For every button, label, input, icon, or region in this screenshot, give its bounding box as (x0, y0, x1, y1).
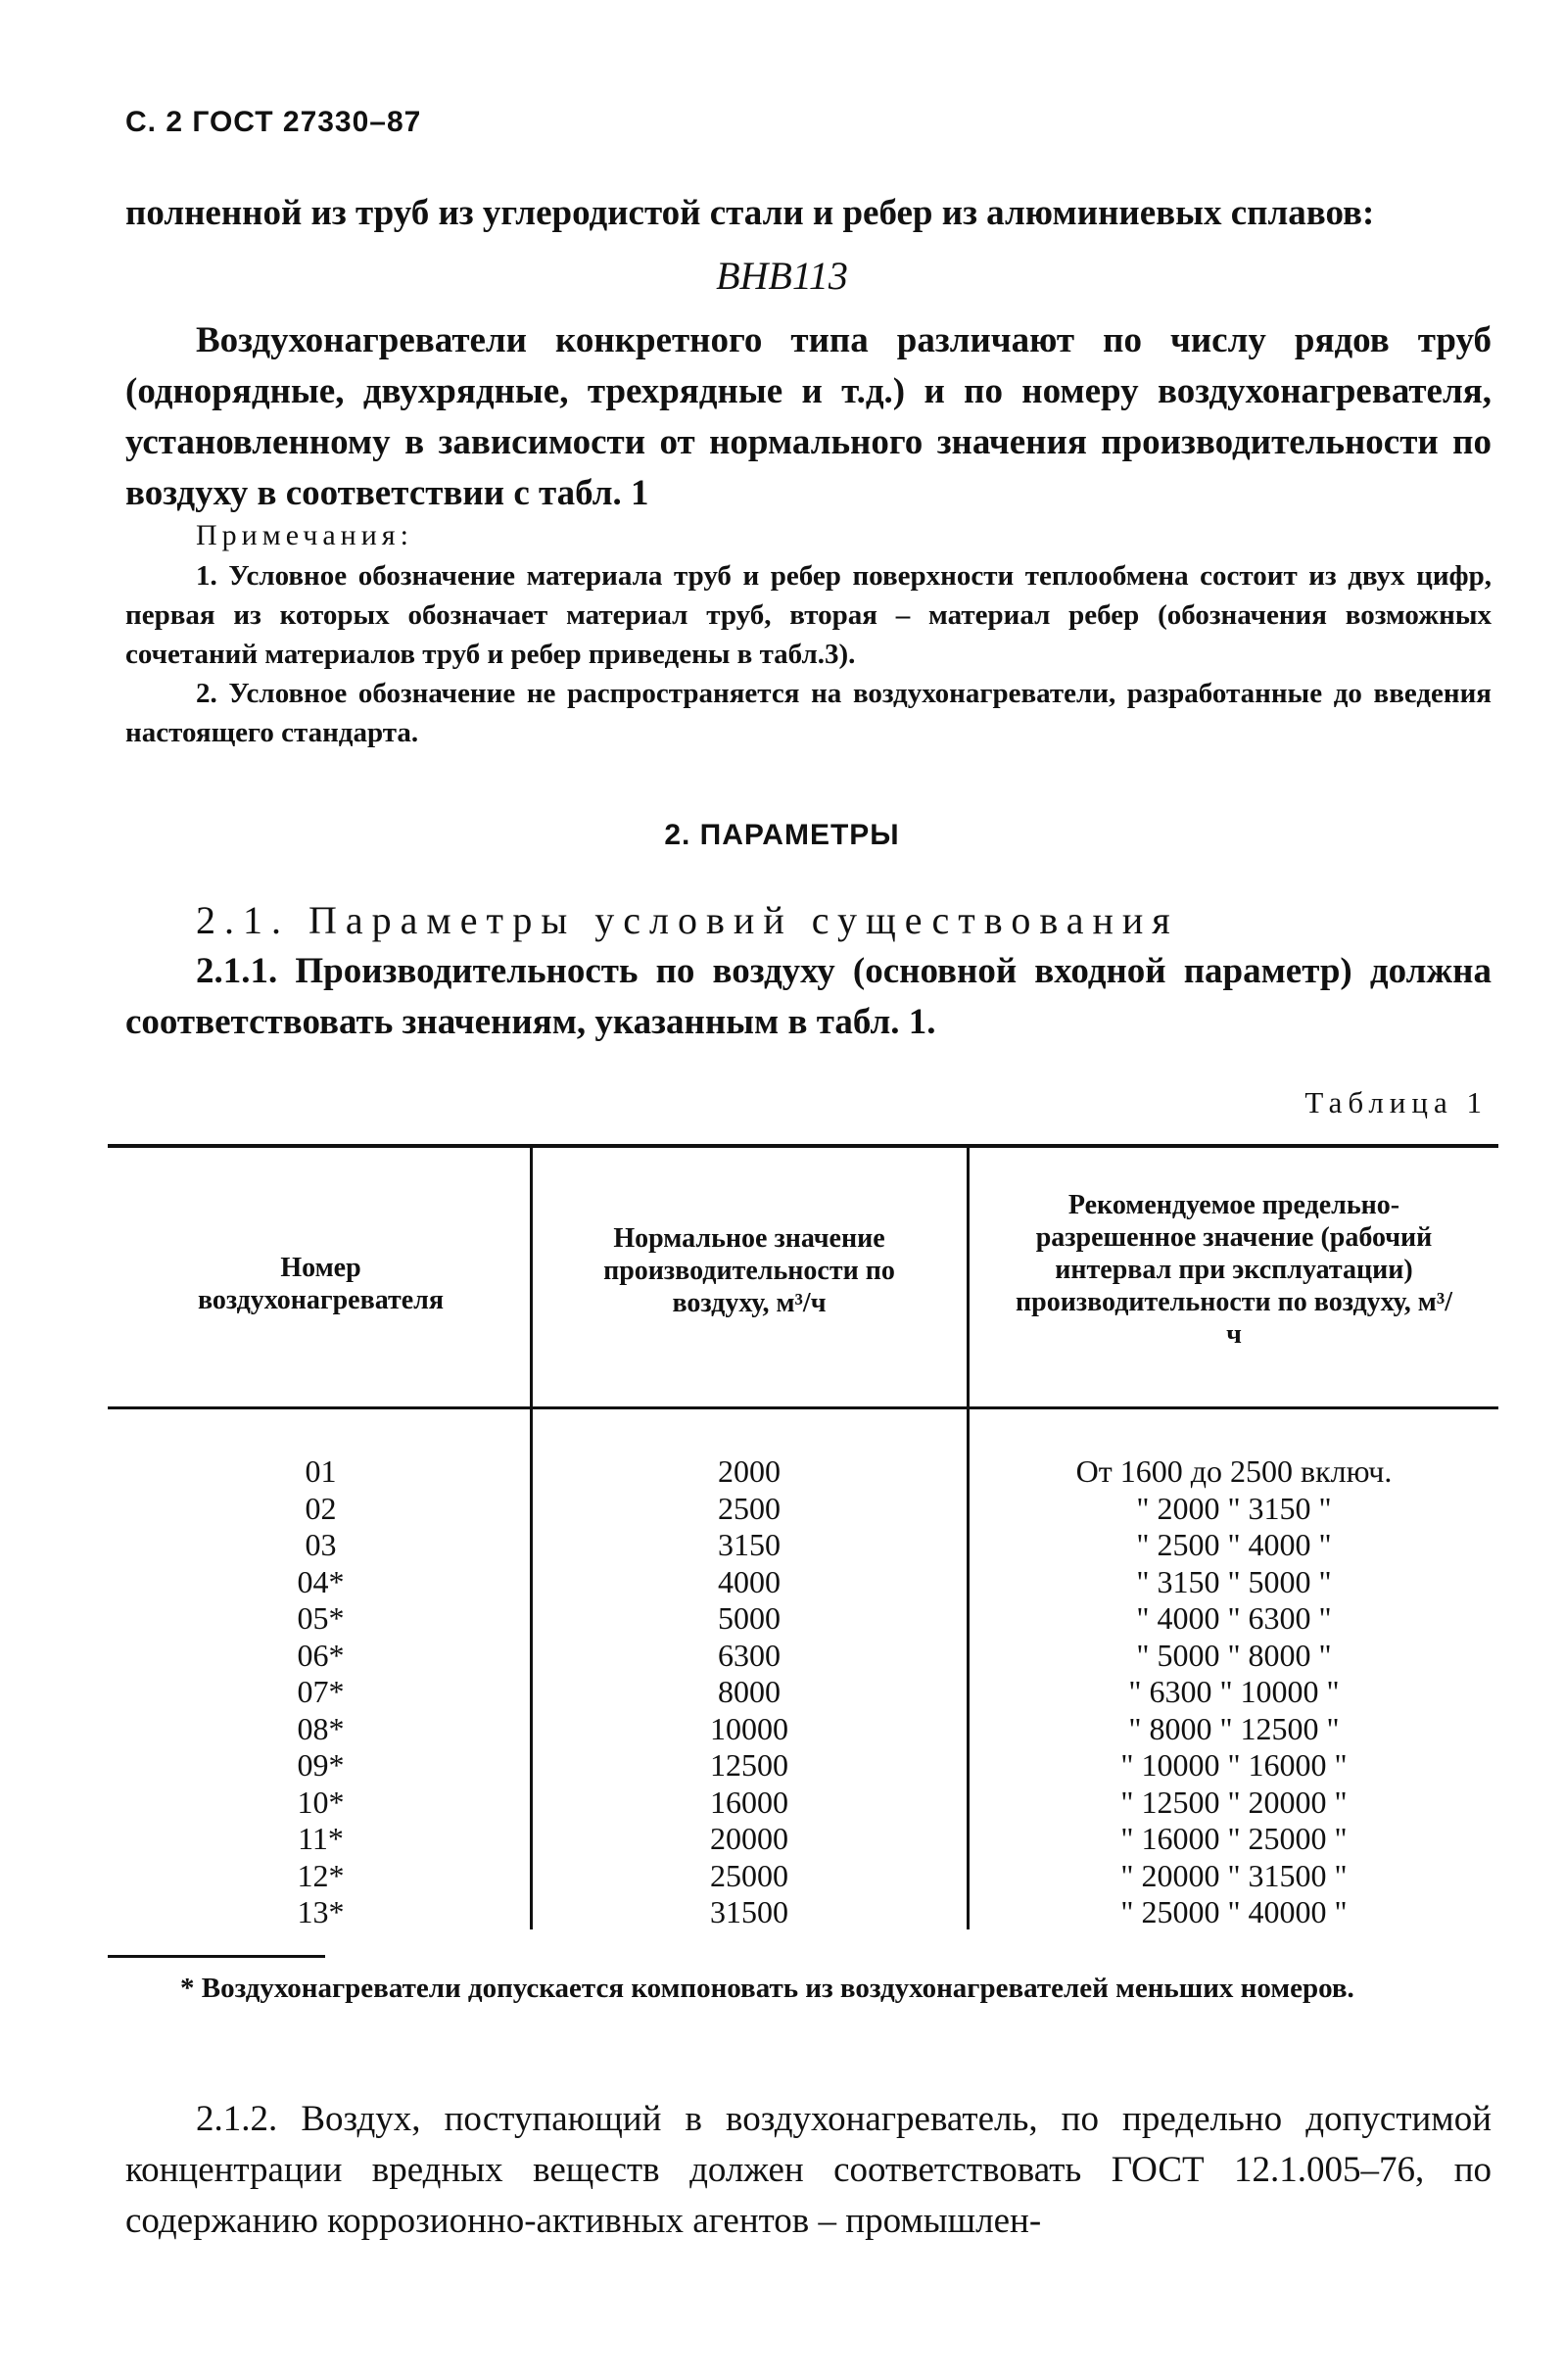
note-2: 2. Условное обозначение не распространяется на воздухонагреватели, разработанные до введения настоящего стандарта. (125, 678, 1492, 748)
table-cell: " 12500 " 20000 " (1120, 1784, 1348, 1820)
subsection-title: 2.1. Параметры условий существования (196, 898, 1179, 942)
table-cell: " 16000 " 25000 " (1120, 1821, 1348, 1856)
table-cell: 12500 (710, 1747, 788, 1783)
table-header-rule (108, 1406, 1498, 1409)
table-cell: 20000 (710, 1821, 788, 1856)
table-cell: 2500 (718, 1490, 781, 1526)
table-header-number: Номер воздухонагревателя (197, 1253, 445, 1315)
table-cell: 25000 (710, 1857, 788, 1893)
table-cell: 05* (297, 1600, 345, 1636)
notes-title: Примечания: (196, 519, 413, 551)
table-cell: 8000 (718, 1674, 781, 1709)
table-col-nominal (548, 1453, 950, 1931)
table-cell: 08* (297, 1710, 345, 1746)
table-cell: 01 (305, 1453, 337, 1489)
table-label: Таблица 1 (1304, 1085, 1488, 1119)
page-header: С. 2 ГОСТ 27330–87 (125, 106, 422, 138)
table-divider-2 (967, 1146, 970, 1929)
table-cell: 16000 (710, 1784, 788, 1820)
note-1: 1. Условное обозначение материала труб и ребер поверхности теплообмена состоит из двух цифр, первая из которых обозначает материал труб, вторая – материал ребер (обозначения возможных сочетаний материалов труб и ребер приведены в табл.3). (125, 560, 1492, 670)
table-cell: " 5000 " 8000 " (1136, 1637, 1332, 1673)
table-cell: 07* (297, 1674, 345, 1709)
section-title: 2. ПАРАМЕТРЫ (664, 819, 900, 851)
footnote-rule (108, 1955, 325, 1958)
table-cell: 02 (305, 1490, 337, 1526)
table-cell: 10* (297, 1784, 345, 1820)
table-cell: 04* (297, 1563, 345, 1599)
paragraph-2-1-2: 2.1.2. Воздух, поступающий в воздухонагреватель, по предельно допустимой концентрации вредных веществ должен соответствовать ГОСТ 12.1.005–76, по содержанию коррозионно-активных агентов – промышлен- (125, 2099, 1492, 2241)
table-cell: 09* (297, 1747, 345, 1783)
table-col-range (979, 1453, 1489, 1931)
paragraph-types: Воздухонагреватели конкретного типа различают по числу рядов труб (однорядные, двухрядные, трехрядные и т.д.) и по номеру воздухонагревателя, установленному в зависимости от нормального значения производительности по воздуху в соответствии с табл. 1 (125, 320, 1492, 513)
table-cell: 4000 (718, 1563, 781, 1599)
table-cell: 5000 (718, 1600, 781, 1636)
intro-line: полненной из труб из углеродистой стали и ребер из алюминиевых сплавов: (125, 193, 1375, 233)
table-cell: 03 (305, 1527, 337, 1562)
table-col-number (118, 1453, 524, 1931)
table-cell: 2000 (718, 1453, 781, 1489)
table-cell: " 10000 " 16000 " (1120, 1747, 1348, 1783)
table-cell: 11* (298, 1821, 344, 1856)
table-header-range: Рекомендуемое предельно-разрешенное значение (рабочий интервал при эксплуатации) производительности по воздуху, м³/ч (1015, 1190, 1452, 1350)
table-cell: " 2500 " 4000 " (1136, 1527, 1332, 1562)
paragraph-2-1-1: 2.1.1. Производительность по воздуху (основной входной параметр) должна соответствовать значениям, указанным в табл. 1. (125, 951, 1492, 1042)
table-cell: 13* (297, 1894, 345, 1929)
table-cell: 10000 (710, 1710, 788, 1746)
table-cell: 3150 (718, 1527, 781, 1562)
table-footnote: * Воздухонагреватели допускается компоновать из воздухонагревателей меньших номеров. (180, 1973, 1354, 2004)
table-cell: От 1600 до 2500 включ. (1075, 1453, 1393, 1489)
table-cell: " 8000 " 12500 " (1128, 1710, 1340, 1746)
table-cell: " 4000 " 6300 " (1136, 1600, 1332, 1636)
table-cell: 6300 (718, 1637, 781, 1673)
table-cell: 12* (297, 1857, 345, 1893)
table-cell: 31500 (710, 1894, 788, 1929)
table-top-rule (108, 1144, 1498, 1148)
table-cell: " 2000 " 3150 " (1136, 1490, 1332, 1526)
table-header-nominal: Нормальное значение производительности по воздуху, м³/ч (603, 1223, 895, 1318)
table-cell: " 25000 " 40000 " (1120, 1894, 1348, 1929)
table-cell: " 20000 " 31500 " (1120, 1857, 1348, 1893)
table-cell: " 3150 " 5000 " (1136, 1563, 1332, 1599)
table-divider-1 (530, 1146, 533, 1929)
table-cell: 06* (297, 1637, 345, 1673)
designation-example: ВНВ113 (716, 254, 848, 298)
table-cell: " 6300 " 10000 " (1128, 1674, 1340, 1709)
